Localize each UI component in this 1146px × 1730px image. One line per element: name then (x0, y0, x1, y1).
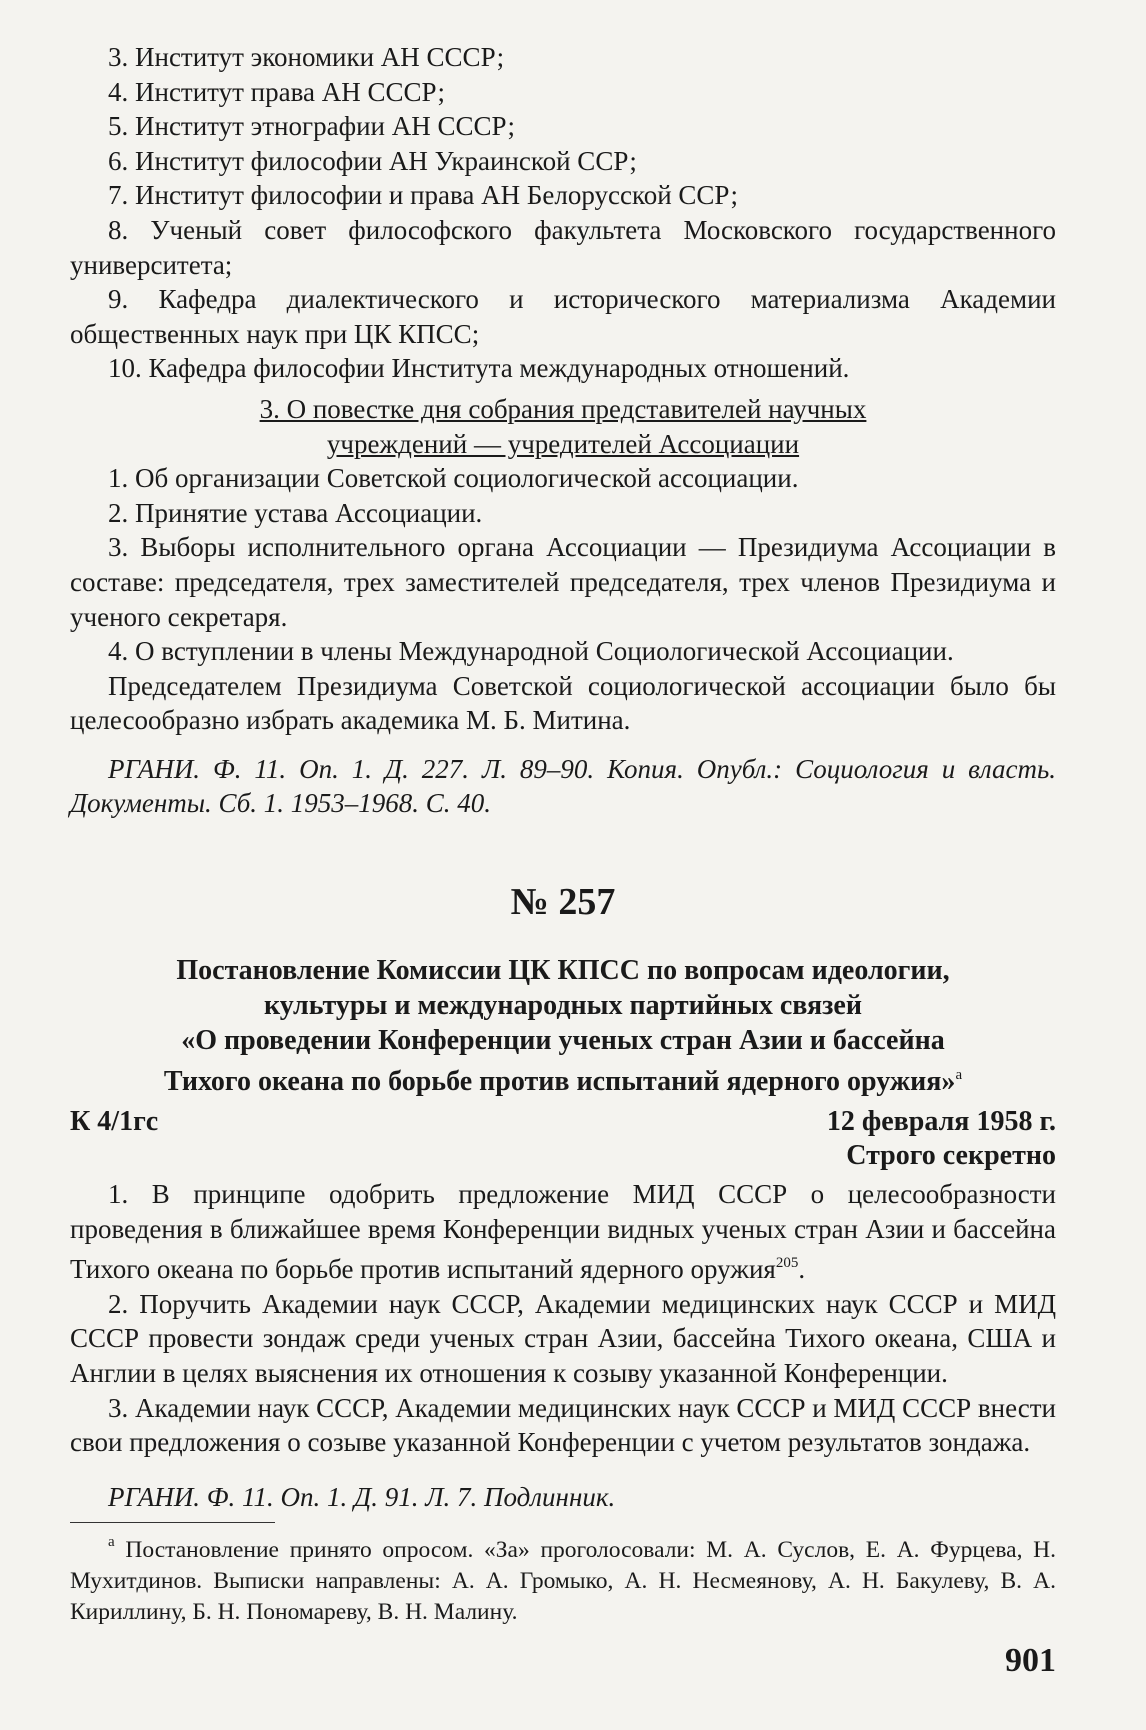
main-text (70, 40, 1056, 1514)
institution-list (70, 40, 1056, 386)
section-heading: 3. О повестке дня собрания представителей научных (259, 393, 867, 424)
document-title: Постановление Комиссии ЦК КПСС по вопросам идеологии, культуры и международных партийных связей «О проведении Конференции ученых стран Азии и бассейна Тихого океана по борьбе против испытаний ядерного оружия»$^а$ (163, 955, 963, 1098)
footnote-marker: а (108, 1534, 115, 1550)
list-item: 4. Институт права АН СССР; (108, 76, 446, 107)
list-item: 10. Кафедра философии Института международных отношений. (108, 353, 850, 384)
footnote: $^а$ Постановление принято опросом. «За» проголосовали: М. А. Суслов, Е. А. Фурцева, Н. Мухитдинов. Выписки направлены: А. А. Громыко, А. Н. Несмеянову, А. Н. Бакулеву, В. А. Кириллину, Б. Н. Пономареву, В. Н. Малину. (70, 1534, 1057, 1625)
document-date: 12 февраля 1958 г. (826, 1106, 1056, 1138)
list-item: 3. Академии наук СССР, Академии медицинских наук СССР и МИД СССР внести свои предложения о созыве указанной Конференции с учетом результатов зондажа. (70, 1392, 1056, 1458)
list-item: 4. О вступлении в члены Международной Социологической Ассоциации. (108, 636, 954, 667)
reference-code: К 4/1гс (70, 1106, 159, 1138)
list-item: 8. Ученый совет философского факультета Московского государственного университета; (70, 214, 1056, 280)
footnote-divider (70, 1522, 275, 1523)
document-number: № 257 (510, 881, 616, 924)
archive-source: РГАНИ. Ф. 11. Оп. 1. Д. 91. Л. 7. Подлинник. (108, 1481, 616, 1512)
classification: Строго секретно (846, 1140, 1056, 1172)
archive-source: РГАНИ. Ф. 11. Оп. 1. Д. 227. Л. 89–90. Копия. Опубл.: Социология и власть. Документы. Сб. 1. 1953–1968. С. 40. (70, 753, 1056, 819)
list-item: 1. В принципе одобрить предложение МИД СССР о целесообразности проведения в ближайшее время Конференции видных ученых стран Азии и бассейна Тихого океана по борьбе против испытаний ядерного оружия$^{205}$. (70, 1179, 1056, 1285)
list-item: 1. Об организации Советской социологической ассоциации. (108, 463, 799, 494)
list-item: 6. Институт философии АН Украинской ССР; (108, 145, 637, 176)
list-item: 3. Институт экономики АН СССР; (108, 42, 505, 72)
list-item: 9. Кафедра диалектического и исторического материализма Академии общественных наук при ЦК КПСС; (70, 284, 1056, 349)
document-meta (70, 1105, 1056, 1139)
paragraph: Председателем Президиума Советской социологической ассоциации было бы целесообразно избрать академика М. Б. Митина. (70, 670, 1056, 736)
agenda-list (70, 461, 1056, 738)
list-item: 7. Институт философии и права АН Белорусской ССР; (108, 180, 738, 211)
page-number: 901 (1005, 1642, 1056, 1679)
list-item: 2. Поручить Академии наук СССР, Академии медицинских наук СССР и МИД СССР провести зондаж среди ученых стран Азии, бассейна Тихого океана, США и Англии в целях выяснения их отношения к созыву указанной Конференции. (70, 1288, 1056, 1389)
section-heading: учреждений — учредителей Ассоциации (326, 428, 800, 459)
resolution-items (70, 1177, 1056, 1460)
footnote-marker: 205 (775, 1255, 799, 1272)
footnote-marker: а (955, 1067, 963, 1084)
list-item: 3. Выборы исполнительного органа Ассоциации — Президиума Ассоциации в составе: председателя, трех заместителей председателя, трех членов Президиума и ученого секретаря. (70, 532, 1056, 632)
list-item: 2. Принятие устава Ассоциации. (108, 497, 483, 528)
list-item: 5. Институт этнографии АН СССР; (108, 111, 516, 142)
